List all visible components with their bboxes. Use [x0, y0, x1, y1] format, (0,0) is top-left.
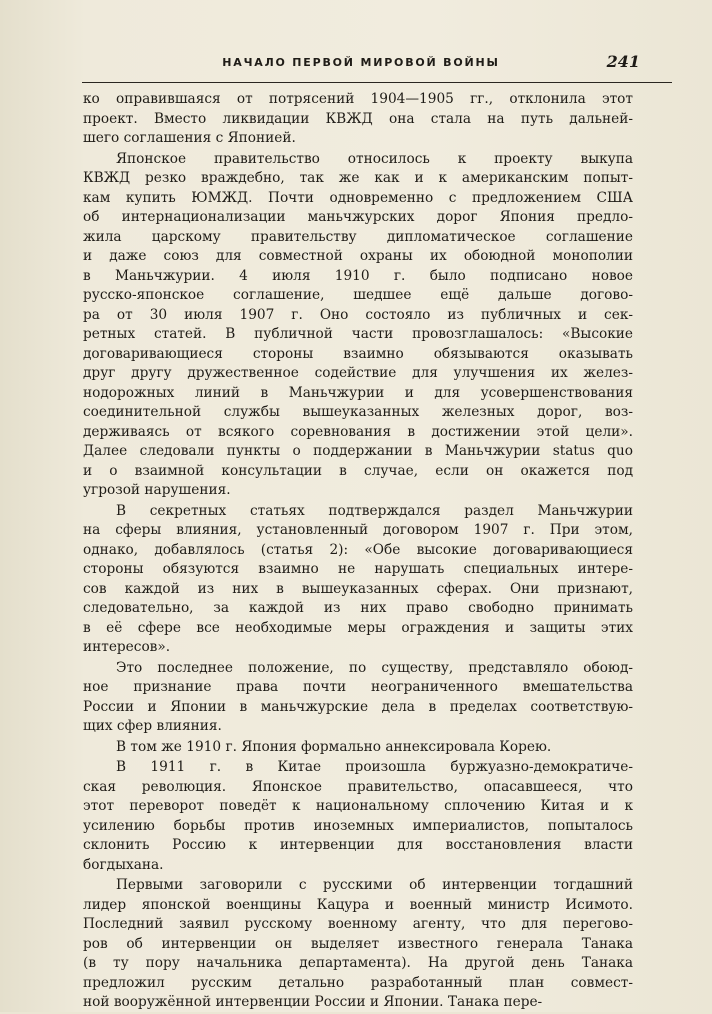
text-line: в её сфере все необходимые меры ограждения и защиты этих [83, 619, 633, 636]
text-line: ра от 30 июля 1907 г. Оно состояло из публичных и сек- [83, 306, 633, 323]
text-line: КВЖД резко враждебно, так же как и к американским попыт- [83, 170, 633, 186]
text-line: этот переворот поведёт к национальному сплочению Китая и к [83, 798, 633, 814]
text-line: в Маньчжурии. 4 июля 1910 г. было подписано новое [83, 267, 633, 284]
paragraph [83, 876, 633, 1013]
text-line: друг другу дружественное содействие для улучшения их желез- [83, 365, 633, 381]
text-line: Первыми заговорили с русскими об интервенции тогдашний [116, 877, 633, 893]
text-line: и о взаимной консультации в случае, если он окажется под [83, 462, 633, 479]
text-line: сов каждой из них в вышеуказанных сферах. Они признают, [83, 580, 633, 597]
body-text [83, 90, 633, 1014]
text-line: склонить Россию к интервенции для восстановления власти [83, 837, 633, 853]
text-line: лидер японской военщины Кацура и военный министр Исимото. [83, 896, 633, 913]
paragraph [83, 502, 633, 658]
text-line: В 1911 г. в Китае произошла буржуазно-демократиче- [116, 759, 633, 775]
text-line: щих сфер влияния. [83, 718, 222, 734]
page-number: 241 [606, 52, 640, 71]
text-line: предложил русским детально разработанный план совмест- [83, 974, 633, 991]
text-line: интересов». [83, 639, 171, 655]
text-line: ко оправившаяся от потрясений 1904—1905 гг., отклонила этот [83, 91, 633, 107]
text-line: ретных статей. В публичной части провозглашалось: «Высокие [83, 326, 633, 342]
text-line: Это последнее положение, по существу, представляло обоюд- [116, 659, 633, 676]
paragraph [83, 659, 633, 737]
text-line: следовательно, за каждой из них право свободно принимать [83, 600, 633, 616]
text-line: держиваясь от всякого соревнования в достижении этой цели». [83, 423, 633, 440]
paragraph [83, 90, 633, 149]
header-rule [82, 82, 672, 83]
text-line: Японское правительство относилось к проекту выкупа [116, 150, 633, 167]
text-line: нодорожных линий в Маньчжурии и для усовершенствования [83, 384, 633, 401]
text-line: проект. Вместо ликвидации КВЖД она стала на путь дальней- [83, 110, 633, 127]
text-line: ное признание права почти неограниченного вмешательства [83, 679, 633, 695]
running-title: НАЧАЛО ПЕРВОЙ МИРОВОЙ ВОЙНЫ [222, 56, 500, 69]
text-line: шего соглашения с Японией. [83, 130, 296, 146]
paragraph [83, 150, 633, 501]
text-line: Далее следовали пункты о поддержании в Маньчжурии status quo [83, 443, 633, 459]
text-line: жила царскому правительству дипломатическое соглашение [83, 228, 633, 245]
text-line: однако, добавлялось (статья 2): «Обе высокие договаривающиеся [83, 541, 633, 558]
text-line: В секретных статьях подтверждался раздел Маньчжурии [116, 502, 633, 519]
text-line: договаривающиеся стороны взаимно обязываются оказывать [83, 345, 633, 362]
text-line: ская революция. Японское правительство, опасавшееся, что [83, 778, 633, 795]
text-line: ной вооружённой интервенции России и Японии. Танака пере- [83, 994, 543, 1010]
text-line: (в ту пору начальника департамента). На другой день Танака [83, 955, 633, 971]
text-line: соединительной службы вышеуказанных железных дорог, воз- [83, 404, 633, 420]
paragraph [83, 758, 633, 875]
text-line: стороны обязуются взаимно не нарушать специальных интере- [83, 561, 633, 577]
text-line: усилению борьбы против иноземных империалистов, попыталось [83, 817, 633, 834]
text-line: русско-японское соглашение, шедшее ещё дальше догово- [83, 287, 633, 303]
text-line: богдыхана. [83, 856, 164, 873]
page-header [40, 50, 682, 76]
text-line: на сферы влияния, установленный договором 1907 г. При этом, [83, 522, 633, 538]
text-line: кам купить ЮМЖД. Почти одновременно с предложением США [83, 189, 633, 206]
text-line: Последний заявил русскому военному агенту, что для перегово- [83, 916, 633, 932]
text-line: об интернационализации маньчжурских дорог Япония предло- [83, 209, 633, 225]
text-line: и даже союз для совместной охраны их обоюдной монополии [83, 248, 633, 264]
paragraph [83, 738, 633, 758]
text-line: России и Японии в маньчжурские дела в пределах соответствую- [83, 698, 633, 715]
text-line: угрозой нарушения. [83, 482, 231, 498]
text-line: ров об интервенции он выделяет известного генерала Танака [83, 935, 633, 952]
text-line: В том же 1910 г. Япония формально аннексировала Корею. [116, 738, 552, 755]
